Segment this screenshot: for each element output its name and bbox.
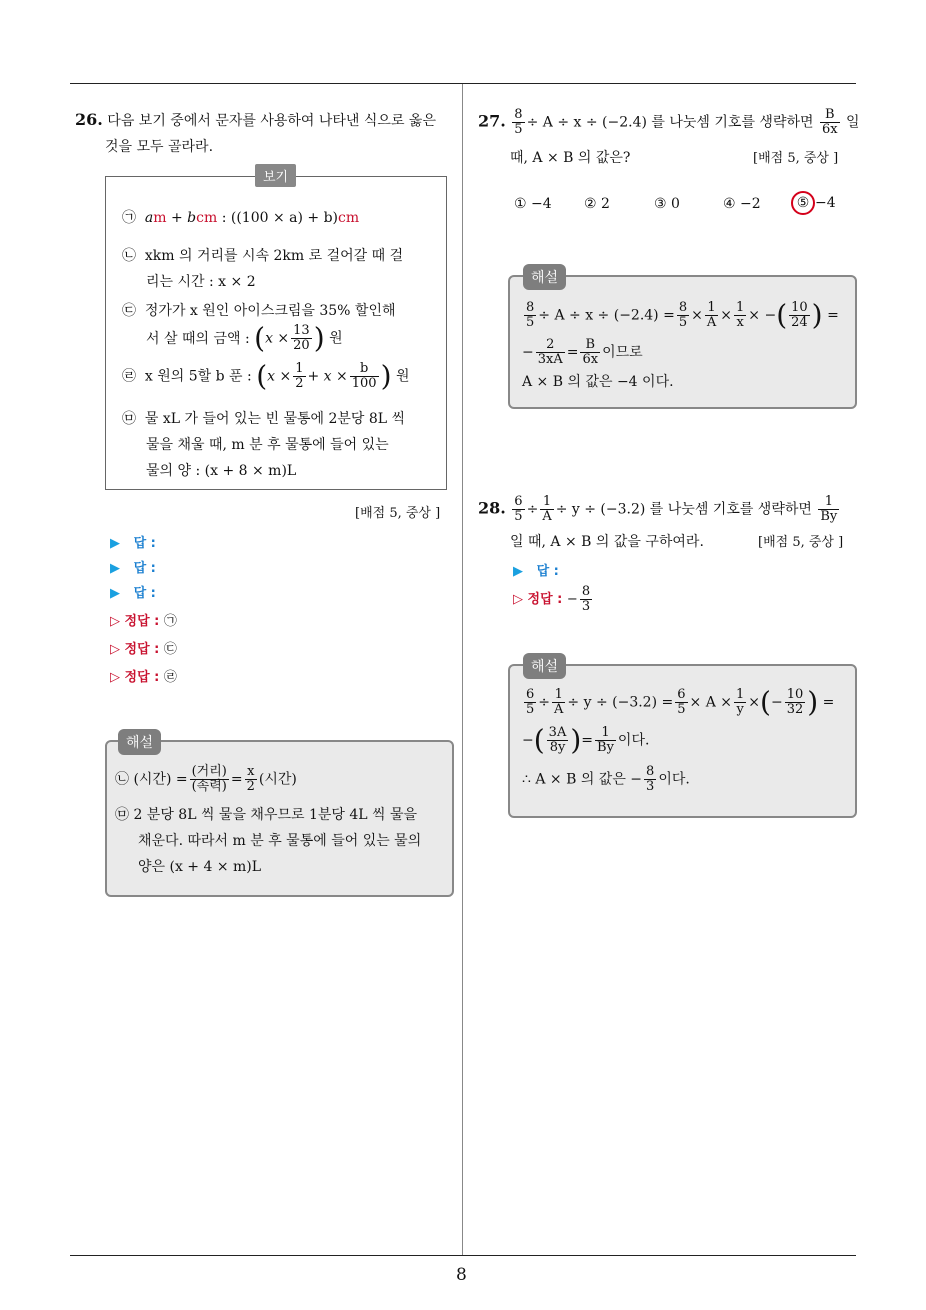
- solution-tab: 해설: [523, 653, 566, 679]
- item-text: 물 xL 가 들어 있는 빈 물통에 2분당 8L 씩: [144, 411, 406, 427]
- fraction: $\frac{13}{20}$: [293, 323, 310, 353]
- score-27: [배점 5, 중상 ]: [753, 151, 839, 166]
- item-expr: + x ×: [307, 368, 348, 385]
- item-expr: x ×: [267, 368, 292, 385]
- solution-line-3: 채운다. 따라서 m 분 후 물통에 들어 있는 물의: [138, 833, 422, 849]
- item-expr: x ×: [265, 330, 290, 347]
- item-text: 원: [329, 330, 343, 347]
- solution-line-3: A × B 의 값은 −4 이다.: [522, 374, 674, 390]
- var-b: + b: [166, 210, 197, 226]
- item-text: 정가가 x 원인 아이스크림을 35% 할인해: [144, 303, 396, 319]
- item-c[interactable]: ㉢ 정가가 x 원인 아이스크림을 35% 할인해 서 살 때의 금액 : (x × $\frac{13}{20}$ ) 원: [122, 303, 396, 355]
- item-marker: ㉠: [122, 210, 136, 226]
- answer-line-1[interactable]: ▶ 답 :: [110, 536, 156, 551]
- item-d[interactable]: ㉣ x 원의 5할 b 푼 : (x × $\frac{1}{2}$ + x × $\frac{b}{100}$ ) 원: [122, 359, 410, 393]
- question-28-line2: 일 때, A × B 의 값을 구하여라.: [510, 534, 704, 550]
- answer-line[interactable]: ▶ 답 :: [513, 564, 559, 579]
- unit-cm: cm: [196, 210, 218, 226]
- selected-circle-icon: ⑤: [791, 191, 815, 215]
- correct-answer-2: ▷ 정답 : ㉢: [110, 642, 177, 657]
- fraction: $\frac{b}{100}$: [351, 361, 377, 391]
- item-expression: : ((100 × a) + b): [217, 210, 339, 226]
- choice-4[interactable]: ④ −2: [723, 196, 761, 212]
- question-27-line2: 때, A × B 의 값은?: [510, 150, 631, 166]
- solution-line-1: $\frac{6}{5}$ ÷ $\frac{1}{A}$ ÷ y ÷ (−3.2) = $\frac{6}{5}$ × A × $\frac{1}{y}$ ×(− $\frac{10}{32}$ ) =: [526, 685, 835, 719]
- choice-1[interactable]: ① −4: [514, 196, 552, 212]
- question-number: 27.: [478, 111, 506, 131]
- correct-answer: ▷ 정답 : − $\frac{8}{3}$: [513, 584, 591, 614]
- question-stem: ÷ A ÷ x ÷ (−2.4) 를 나눗셈 기호를 생략하면: [526, 114, 814, 131]
- example-box-label: 보기: [255, 164, 296, 187]
- question-26: [75, 110, 455, 130]
- fraction: $\frac{1}{2}$: [295, 361, 304, 391]
- score-28: [배점 5, 중상 ]: [758, 535, 844, 550]
- score-26: [배점 5, 중상 ]: [355, 506, 441, 521]
- choice-2[interactable]: ② 2: [584, 196, 610, 212]
- item-text: 리는 시간 : x × 2: [146, 274, 256, 290]
- solution-line-3: ∴ A × B 의 값은 − $\frac{8}{3}$ 이다.: [522, 764, 690, 794]
- solution-line-1: ㉡ (시간) = $\frac{\text{(거리)}}{\text{(속력)}}$ = $\frac{x}{2}$ (시간): [115, 764, 297, 794]
- page-number: 8: [456, 1265, 467, 1285]
- question-stem: 일: [846, 114, 860, 131]
- solution-line-2: −( $\frac{3A}{8y}$ )= $\frac{1}{By}$ 이다.: [522, 723, 650, 757]
- correct-answer-1: ▷ 정답 : ㉠: [110, 614, 177, 629]
- item-text: xkm 의 거리를 시속 2km 로 걸어갈 때 걸: [144, 248, 404, 264]
- choice-value: −4: [815, 195, 836, 211]
- question-28: 28. $\frac{6}{5}$ ÷ $\frac{1}{A}$ ÷ y ÷ (−3.2) 를 나눗셈 기호를 생략하면 $\frac{1}{By}$: [478, 494, 838, 524]
- item-text: 물의 양 : (x + 8 × m)L: [146, 463, 297, 479]
- item-marker: ㉤: [122, 411, 136, 427]
- item-a[interactable]: [122, 205, 359, 231]
- solution-tab: 해설: [118, 729, 161, 755]
- column-divider: [462, 84, 463, 1256]
- item-marker: ㉢: [122, 303, 136, 319]
- question-number: 26.: [75, 110, 103, 129]
- choice-5[interactable]: [791, 191, 836, 215]
- question-stem: ÷ y ÷ (−3.2) 를 나눗셈 기호를 생략하면: [555, 501, 812, 518]
- top-rule: [70, 83, 856, 84]
- choice-3[interactable]: ③ 0: [654, 196, 680, 212]
- unit-cm: cm: [338, 210, 360, 226]
- question-27: 27. $\frac{8}{5}$ ÷ A ÷ x ÷ (−2.4) 를 나눗셈 기호를 생략하면 $\frac{B}{6x}$ 일: [478, 107, 860, 137]
- item-e[interactable]: [122, 406, 405, 484]
- item-b[interactable]: [122, 243, 403, 295]
- solution-line-2: ㉤ 2 분당 8L 씩 물을 채우므로 1분당 4L 씩 물을: [115, 807, 418, 823]
- item-marker: ㉡: [122, 248, 136, 264]
- question-stem-line1: 다음 보기 중에서 문자를 사용하여 나타낸 식으로 옳은: [107, 113, 436, 129]
- item-marker: ㉣: [122, 368, 136, 385]
- solution-line-4: 양은 (x + 4 × m)L: [138, 859, 262, 875]
- item-text: 서 살 때의 금액 :: [146, 330, 250, 347]
- item-text: 원: [395, 368, 410, 385]
- question-number: 28.: [478, 498, 506, 518]
- question-stem-line2: 것을 모두 골라라.: [105, 139, 214, 155]
- item-text: x 원의 5할 b 푼 :: [144, 368, 252, 385]
- correct-answer-3: ▷ 정답 : ㉣: [110, 670, 177, 685]
- solution-line-2: − $\frac{2}{3xA}$ = $\frac{B}{6x}$ 이므로: [522, 337, 643, 367]
- bottom-rule: [70, 1255, 856, 1256]
- answer-line-2[interactable]: ▶ 답 :: [110, 561, 156, 576]
- item-text: 물을 채울 때, m 분 후 물통에 들어 있는: [146, 437, 389, 453]
- var-a: a: [144, 210, 154, 226]
- solution-tab: 해설: [523, 264, 566, 290]
- unit-m: m: [153, 210, 167, 226]
- solution-line-1: $\frac{8}{5}$ ÷ A ÷ x ÷ (−2.4) = $\frac{8}{5}$ × $\frac{1}{A}$ × $\frac{1}{x}$ × −( $\frac{10}{24}$ ) =: [526, 298, 839, 332]
- answer-line-3[interactable]: ▶ 답 :: [110, 586, 156, 601]
